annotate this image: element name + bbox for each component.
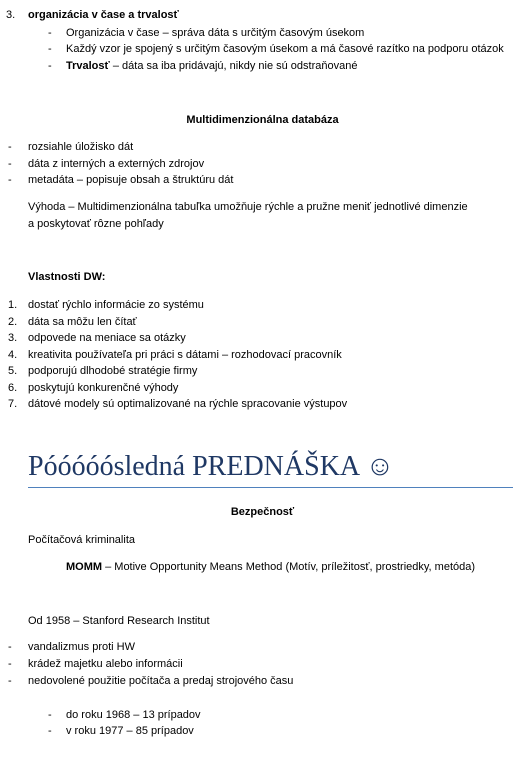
list-item: [66, 59, 357, 73]
list-item: vandalizmus proti HW: [28, 641, 135, 653]
list-item: rozsiahle úložisko dát: [28, 141, 134, 153]
list-item: Organizácia v čase – správa dáta s určitým časovým úsekom: [66, 27, 365, 39]
list-item: dostať rýchlo informácie zo systému: [28, 299, 204, 311]
section-title: organizácia v čase a trvalosť: [28, 9, 179, 21]
list-item: v roku 1977 – 85 prípadov: [66, 725, 194, 737]
paragraph: [66, 560, 475, 574]
paragraph: Výhoda – Multidimenzionálna tabuľka umožňuje rýchle a pružne meniť jednotlivé dimenzie: [28, 201, 468, 213]
list-item: odpovede na meniace sa otázky: [28, 332, 186, 344]
section-heading: Vlastnosti DW:: [28, 271, 106, 283]
list-item: podporujú dlhodobé stratégie firmy: [28, 365, 198, 377]
list-item: kreativita používateľa pri práci s dátami – rozhodovací pracovník: [28, 349, 342, 361]
acronym-expansion: – Motive Opportunity Means Method (Motív, príležitosť, prostriedky, metóda): [102, 561, 476, 573]
list-number: 3.: [8, 332, 18, 344]
dash-bullet: -: [8, 141, 12, 153]
dash-bullet: -: [48, 725, 52, 737]
list-number: 1.: [8, 299, 18, 311]
dash-bullet: -: [8, 658, 12, 670]
list-item: nedovolené použitie počítača a predaj strojového času: [28, 675, 294, 687]
list-item: Každý vzor je spojený s určitým časovým úsekom a má časové razítko na podporu otázok: [66, 43, 504, 55]
list-item: do roku 1968 – 13 prípadov: [66, 709, 201, 721]
dash-bullet: -: [48, 709, 52, 721]
list-number: 5.: [8, 365, 18, 377]
list-number: 6.: [8, 382, 18, 394]
paragraph: Od 1958 – Stanford Research Institut: [28, 615, 210, 627]
term: Trvalosť: [66, 60, 110, 72]
list-item: dáta sa môžu len čítať: [28, 316, 137, 328]
dash-bullet: -: [8, 641, 12, 653]
list-number: 7.: [8, 398, 18, 410]
list-item: metadáta – popisuje obsah a štruktúru dát: [28, 174, 234, 186]
lecture-title: Póóóóósledná PREDNÁŠKA ☺: [28, 451, 395, 482]
dash-bullet: -: [48, 60, 52, 72]
section-heading: Multidimenzionálna databáza: [186, 114, 339, 126]
dash-bullet: -: [8, 158, 12, 170]
list-item: dátové modely sú optimalizované na rýchle spracovanie výstupov: [28, 398, 348, 410]
dash-bullet: -: [48, 27, 52, 39]
section-heading: Bezpečnosť: [230, 506, 295, 518]
dash-bullet: -: [8, 174, 12, 186]
list-item: poskytujú konkurenčné výhody: [28, 382, 179, 394]
paragraph: a poskytovať rôzne pohľady: [28, 218, 164, 230]
list-number: 3.: [6, 9, 16, 21]
list-item: krádež majetku alebo informácii: [28, 658, 183, 670]
definition: – dáta sa iba pridávajú, nikdy nie sú odstraňované: [109, 60, 358, 72]
list-item: dáta z interných a externých zdrojov: [28, 158, 205, 170]
heading-underline: [28, 487, 513, 488]
list-number: 2.: [8, 316, 18, 328]
list-number: 4.: [8, 349, 18, 361]
subheading: Počítačová kriminalita: [28, 534, 135, 546]
dash-bullet: -: [48, 43, 52, 55]
acronym: MOMM: [66, 561, 103, 573]
dash-bullet: -: [8, 675, 12, 687]
